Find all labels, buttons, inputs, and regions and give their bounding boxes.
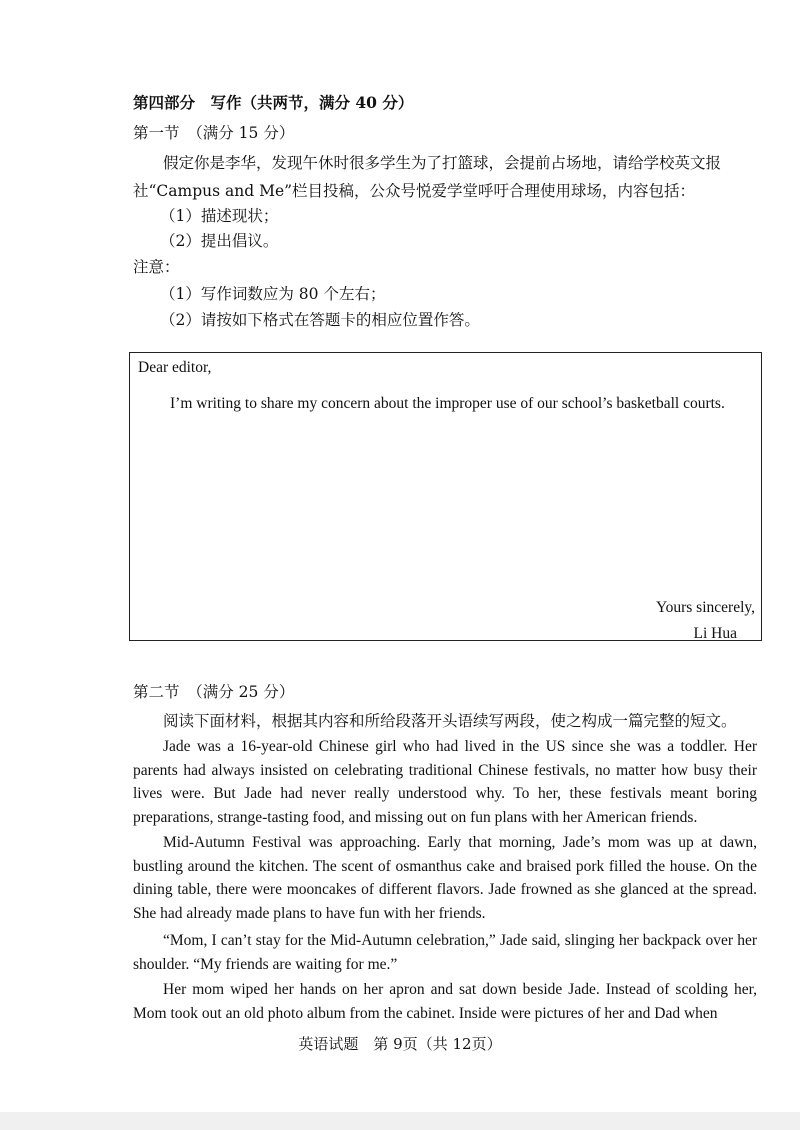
content-item-2: （2）提出倡议。: [160, 232, 279, 250]
story-paragraph-1: Jade was a 16-year-old Chinese girl who had lived in the US since she was a toddler. Her parents had always insisted on celebrating traditional Chinese festivals, no matter how busy their lives were. But Jade had never really understood why. To her, these festivals meant boring preparations, strange-tasting food, and missing out on fun plans with her American friends.: [133, 738, 757, 826]
prompt-line-1: 假定你是李华，发现午休时很多学生为了打篮球，会提前占场地，请给学校英文报: [163, 154, 722, 172]
note-item-2: （2）请按如下格式在答题卡的相应位置作答。: [160, 311, 480, 329]
answer-box: [129, 352, 762, 641]
note-label: 注意：: [133, 258, 180, 276]
story-paragraph-4: Her mom wiped her hands on her apron and sat down beside Jade. Instead of scolding her, Mom took out an old photo album from the cabinet. Inside were pictures of her and Dad when: [133, 981, 757, 1022]
salutation: Dear editor,: [138, 359, 212, 376]
section2-heading: 第二节 （满分 25 分）: [133, 683, 295, 701]
story-paragraph-2: Mid-Autumn Festival was approaching. Early that morning, Jade’s mom was up at dawn, bustling around the kitchen. The scent of osmanthus cake and braised pork filled the house. On the dining table, there were mooncakes of different flavors. Jade frowned as she glanced at the spread. She had already made plans to have fun with her friends.: [133, 834, 757, 922]
bottom-margin-strip: [0, 1112, 800, 1130]
section1-heading: 第一节 （满分 15 分）: [133, 124, 295, 142]
story-paragraph-3: “Mom, I can’t stay for the Mid-Autumn celebration,” Jade said, slinging her backpack over her shoulder. “My friends are waiting for me.”: [133, 932, 757, 973]
page-footer: 英语试题 第 9页（共 12页）: [298, 1035, 502, 1053]
opening-sentence: I’m writing to share my concern about the improper use of our school’s basketball courts.: [170, 395, 725, 412]
part-title: 第四部分 写作（共两节，满分 40 分）: [133, 93, 414, 112]
closing: Yours sincerely,: [655, 599, 755, 616]
note-item-1: （1）写作词数应为 80 个左右；: [160, 285, 386, 303]
content-item-1: （1）描述现状；: [160, 207, 279, 225]
section2-instruction: 阅读下面材料，根据其内容和所给段落开头语续写两段，使之构成一篇完整的短文。: [163, 712, 737, 730]
signature: Li Hua: [693, 625, 737, 642]
prompt-line-2: 社“Campus and Me”栏目投稿，公众号悦爱学堂呼吁合理使用球场，内容包括：: [133, 182, 696, 200]
